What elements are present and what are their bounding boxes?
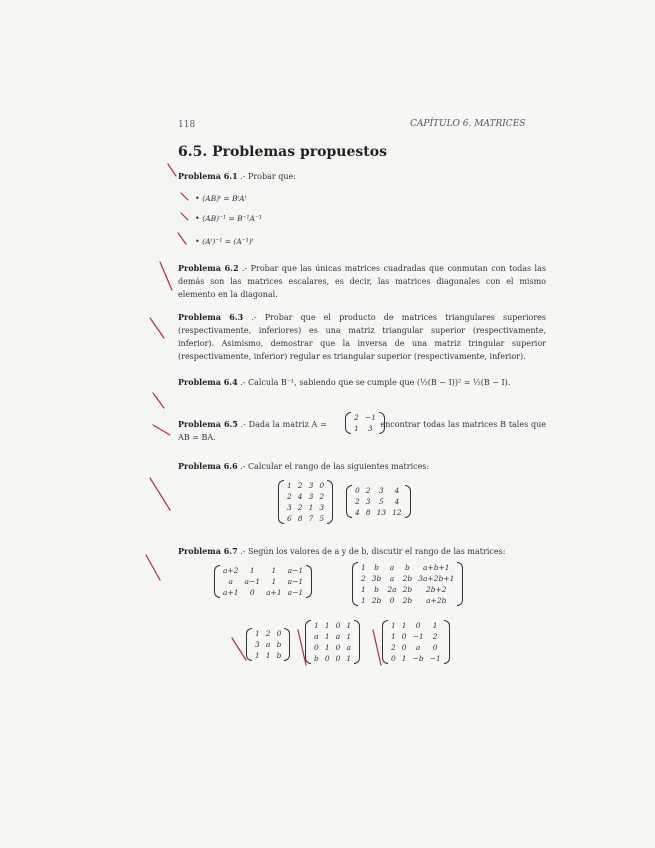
- matrix-cell: 4: [297, 492, 303, 501]
- bullet-item: • (AB)⁻¹ = B⁻¹A⁻¹: [195, 214, 262, 223]
- matrix-cell: a: [389, 574, 395, 583]
- matrix-cell: 1: [324, 621, 330, 630]
- chapter-header: CAPÍTULO 6. MATRICES: [410, 119, 526, 129]
- pen-tick-mark: [160, 262, 172, 290]
- matrix-cell: a: [265, 640, 271, 649]
- matrix-cell: b: [276, 651, 282, 660]
- matrix-cell: 2: [432, 632, 438, 641]
- problem-text: .- Según los valores de a y de b, discutir el rango de las matrices:: [237, 547, 506, 556]
- pen-tick-mark: [150, 318, 164, 338]
- matrix-cell: −1: [429, 654, 441, 663]
- problem-text: .- Dada la matriz A =: [237, 420, 330, 429]
- matrix-cell: a−1: [244, 577, 261, 586]
- matrix-cell: 1: [308, 503, 314, 512]
- matrix-cell: 0: [335, 654, 341, 663]
- problem-text: .- Probar que:: [237, 172, 296, 181]
- matrix-cell: 8: [297, 514, 303, 523]
- matrix-cell: b: [314, 654, 319, 663]
- matrix-cell: 4: [394, 486, 400, 495]
- matrix-cell: 1: [346, 632, 352, 641]
- matrix-cell: 0: [319, 481, 325, 490]
- matrix-cell: −1: [364, 413, 376, 422]
- matrix-cell: 1: [361, 563, 366, 572]
- matrix-cell: 2: [297, 503, 303, 512]
- pen-tick-mark: [153, 425, 170, 435]
- pen-tick-mark: [153, 393, 164, 408]
- matrix-cell: −b: [412, 654, 424, 663]
- matrix-cell: a+b+1: [422, 563, 450, 572]
- pen-tick-mark: [298, 630, 306, 665]
- matrix-cell: 8: [365, 508, 371, 517]
- matrix-cell: a+2: [223, 566, 239, 575]
- bullet-item: • (AB)ᵗ = BᵗAᵗ: [195, 194, 247, 203]
- matrix-cell: 2b: [402, 574, 413, 583]
- matrix-cell: a: [346, 643, 351, 652]
- matrix-cell: a+1: [266, 588, 282, 597]
- matrix-cell: 2: [365, 486, 371, 495]
- matrix-cell: a+2b: [426, 596, 447, 605]
- matrix-cell: b: [276, 640, 282, 649]
- page-number: 118: [178, 120, 196, 130]
- matrix-cell: 1: [265, 651, 271, 660]
- matrix-cell: 1: [255, 651, 260, 660]
- matrix-cell: b: [404, 563, 410, 572]
- matrix-cell: 2: [265, 629, 271, 638]
- matrix-cell: 2a: [387, 585, 397, 594]
- matrix-cell: 1: [271, 577, 277, 586]
- matrix-cell: 2: [354, 413, 359, 422]
- matrix-cell: 2b: [402, 596, 413, 605]
- matrix-cell: 3: [365, 497, 371, 506]
- bullet-item: • (Aᵗ)⁻¹ = (A⁻¹)ᵗ: [195, 237, 254, 246]
- matrix-cell: 0: [432, 643, 438, 652]
- problem-text: .- Calcular el rango de las siguientes matrices:: [237, 462, 430, 471]
- matrix-cell: 0: [324, 654, 330, 663]
- matrix-cell: 1: [354, 424, 359, 433]
- matrix-cell: 6: [287, 514, 292, 523]
- matrix-cell: 0: [401, 632, 407, 641]
- matrix-cell: 1: [346, 621, 352, 630]
- pen-tick-mark: [232, 638, 246, 660]
- matrix-cell: 5: [378, 497, 384, 506]
- matrix-cell: 1: [361, 585, 366, 594]
- problem-label: Problema 6.4: [178, 377, 238, 387]
- matrix-cell: 1: [255, 629, 260, 638]
- matrix-cell: 0: [355, 486, 360, 495]
- matrix-cell: 3: [319, 503, 325, 512]
- problem-label: Problema 6.3: [178, 312, 244, 322]
- pen-tick-mark: [178, 233, 186, 244]
- pen-tick-mark: [181, 213, 188, 220]
- matrix-cell: 0: [335, 643, 341, 652]
- matrix-cell: 5: [319, 514, 325, 523]
- matrix-cell: a−1: [287, 588, 304, 597]
- matrix-cell: 0: [314, 643, 319, 652]
- pen-tick-mark: [146, 555, 160, 580]
- pen-tick-mark: [181, 193, 188, 200]
- matrix-cell: 3: [308, 492, 314, 501]
- matrix-cell: 0: [415, 621, 421, 630]
- pen-tick-mark: [168, 164, 176, 176]
- problem-label: Problema 6.2: [178, 263, 239, 273]
- matrix-cell: 2: [287, 492, 292, 501]
- matrix-cell: 1: [287, 481, 292, 490]
- matrix-cell: 2: [355, 497, 360, 506]
- matrix-cell: 0: [391, 654, 396, 663]
- formula: (Aᵗ)⁻¹ = (A⁻¹)ᵗ: [202, 237, 254, 246]
- formula: (AB)⁻¹ = B⁻¹A⁻¹: [202, 214, 262, 223]
- matrix-cell: 2: [297, 481, 303, 490]
- pen-tick-mark: [150, 478, 170, 510]
- matrix-cell: 3: [287, 503, 292, 512]
- matrix-cell: 0: [389, 596, 395, 605]
- matrix-cell: a: [228, 577, 233, 586]
- problem-label: Problema 6.1: [178, 171, 238, 181]
- matrix-cell: a+1: [223, 588, 239, 597]
- matrix-cell: a: [335, 632, 341, 641]
- matrix-cell: 4: [355, 508, 360, 517]
- matrix-cell: 0: [249, 588, 255, 597]
- matrix-cell: 1: [324, 643, 330, 652]
- matrix-cell: 3a+2b+1: [418, 574, 455, 583]
- matrix-cell: 1: [391, 621, 396, 630]
- matrix-cell: a−1: [287, 566, 304, 575]
- matrix-cell: a: [389, 563, 395, 572]
- matrix-cell: 2: [361, 574, 366, 583]
- matrix-cell: 12: [392, 508, 402, 517]
- matrix-cell: 3: [378, 486, 384, 495]
- problem-text: .- Probar que el producto de matrices triangulares superiores (respectivamente, inferiores) es una matriz triangular superior (respectivamente, inferior). Asimismo, demostrar que la inversa de una matriz tringular superior (respectivamente, inferior) regular es triangular superior (respectivamente, inferior).: [178, 313, 547, 361]
- matrix-cell: b: [374, 585, 379, 594]
- matrix-cell: 2b: [371, 596, 382, 605]
- matrix-cell: a: [314, 632, 319, 641]
- matrix-cell: 1: [314, 621, 319, 630]
- formula: (AB)ᵗ = BᵗAᵗ: [202, 194, 247, 203]
- matrix-cell: 2b+2: [425, 585, 447, 594]
- problem-text: .- Calcula B⁻¹, sabiendo que se cumple que (½(B − I))² = ½(B − I).: [237, 378, 511, 387]
- matrix-cell: 1: [346, 654, 352, 663]
- matrix-cell: a−1: [287, 577, 304, 586]
- matrix-cell: −1: [412, 632, 424, 641]
- matrix-cell: 3: [255, 640, 260, 649]
- matrix-cell: 4: [394, 497, 400, 506]
- section-title: 6.5. Problemas propuestos: [178, 144, 387, 160]
- matrix-cell: 0: [276, 629, 282, 638]
- matrix-cell: 2: [319, 492, 325, 501]
- matrix-cell: 1: [361, 596, 366, 605]
- matrix-cell: 7: [308, 514, 314, 523]
- matrix-cell: 2: [391, 643, 396, 652]
- matrix-cell: 3: [308, 481, 314, 490]
- matrix-cell: 0: [335, 621, 341, 630]
- pen-tick-mark: [373, 630, 381, 665]
- matrix-cell: 2b: [402, 585, 413, 594]
- matrix-cell: 0: [401, 643, 407, 652]
- problem-text: encontrar todas las matrices B tales que AB = BA.: [178, 420, 546, 442]
- matrix-cell: a: [415, 643, 421, 652]
- problem-label: Problema 6.7: [178, 546, 238, 556]
- matrix-cell: 1: [271, 566, 277, 575]
- matrix-cell: b: [374, 563, 379, 572]
- matrix-cell: 13: [376, 508, 387, 517]
- matrix-cell: 1: [401, 621, 407, 630]
- problem-label: Problema 6.6: [178, 461, 238, 471]
- matrix-cell: 1: [391, 632, 396, 641]
- matrix-cell: 1: [249, 566, 255, 575]
- matrix-cell: 3: [367, 424, 373, 433]
- matrix-cell: 1: [432, 621, 438, 630]
- matrix-cell: 1: [324, 632, 330, 641]
- problem-label: Problema 6.5: [178, 419, 238, 429]
- matrix-cell: 1: [401, 654, 407, 663]
- matrix-cell: 3b: [371, 574, 382, 583]
- problem-text: .- Probar que las únicas matrices cuadradas que conmutan con todas las demás son las matrices escalares, es decir, las matrices diagonales con el mismo elemento en la diagonal.: [178, 264, 546, 299]
